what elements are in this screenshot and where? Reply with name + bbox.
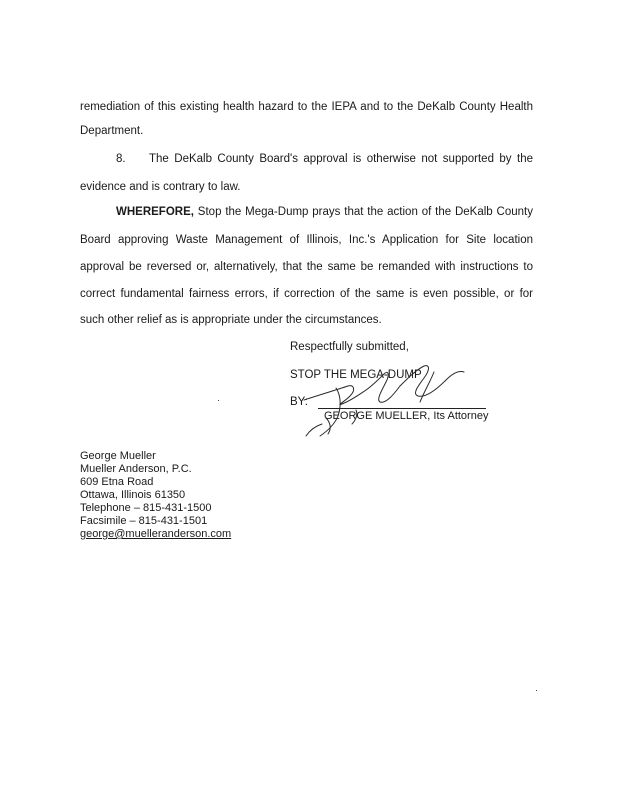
contact-telephone: Telephone – 815-431-1500 [80,502,212,514]
paragraph-line: evidence and is contrary to law. [80,181,241,193]
paragraph-line: remediation of this existing health hazard to the IEPA and to the DeKalb County Health [80,101,533,113]
paragraph-line: such other relief as is appropriate under the circumstances. [80,314,382,326]
paragraph-line: Department. [80,125,144,137]
wherefore-text: Stop the Mega-Dump prays that the action of the DeKalb County [193,206,533,218]
contact-city: Ottawa, Illinois 61350 [80,489,186,501]
paragraph-line: approval be reversed or, alternatively, that the same be remanded with instructions to [80,261,533,273]
paragraph-line: correct fundamental fairness errors, if correction of the same is even possible, or for [80,288,533,300]
wherefore-heading: WHEREFORE, [116,206,194,218]
contact-firm: Mueller Anderson, P.C. [80,463,192,475]
wherefore-line [116,205,533,219]
contact-facsimile: Facsimile – 815-431-1501 [80,515,208,527]
contact-email-link[interactable]: george@muelleranderson.com [80,528,232,540]
organization-name: STOP THE MEGA-DUMP [290,369,422,381]
signer-name-title: GEORGE MUELLER, Its Attorney [324,410,489,422]
contact-name: George Mueller [80,450,156,462]
paragraph-line: Board approving Waste Management of Illinois, Inc.'s Application for Site location [80,234,533,246]
paragraph-number: 8. [116,153,126,165]
scan-speck [218,400,219,401]
contact-street: 609 Etna Road [80,476,154,488]
closing-text: Respectfully submitted, [290,341,409,353]
handwritten-signature [296,360,476,440]
by-label: BY: [290,396,308,408]
paragraph-line: The DeKalb County Board's approval is otherwise not supported by the [149,153,533,165]
scan-speck [536,690,537,691]
